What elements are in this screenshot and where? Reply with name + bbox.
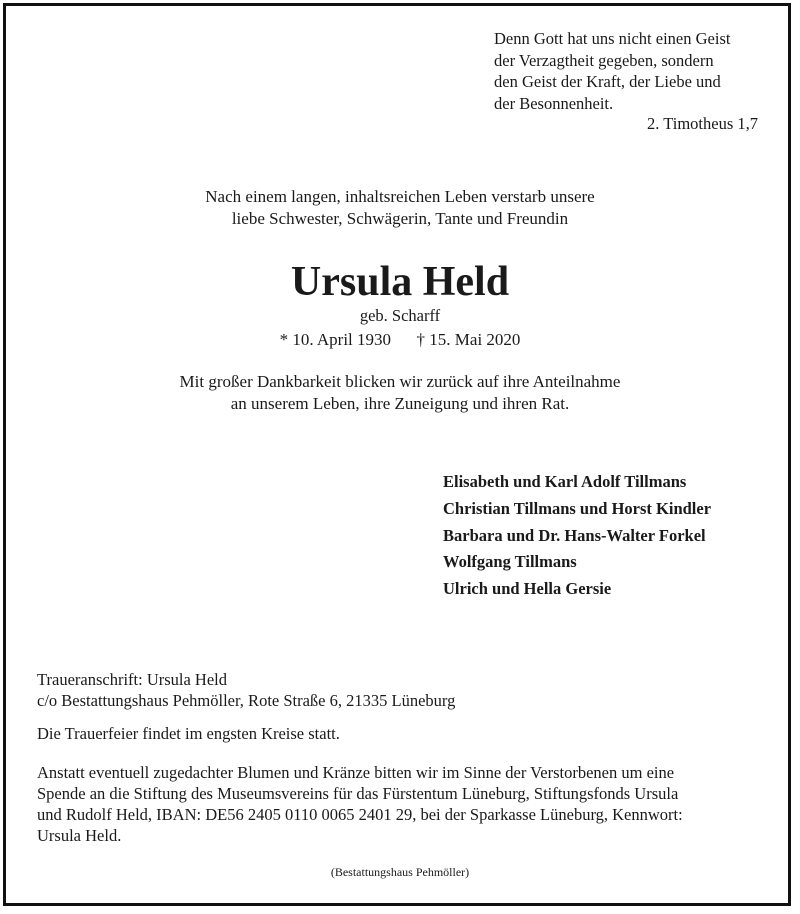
mourner-name: Elisabeth und Karl Adolf Tillmans <box>443 472 687 491</box>
verse-line: der Verzagtheit gegeben, sondern <box>494 50 714 70</box>
verse-line: den Geist der Kraft, der Liebe und <box>494 72 721 91</box>
ceremony-note: Die Trauerfeier findet im engsten Kreise statt. <box>37 724 340 743</box>
bible-verse <box>494 28 774 114</box>
verse-line: Denn Gott hat uns nicht einen Geist <box>494 29 731 48</box>
birth-date: * 10. April 1930 <box>279 330 392 349</box>
mourner-name: Barbara und Dr. Hans-Walter Forkel <box>443 525 706 545</box>
mourner-name: Christian Tillmans und Horst Kindler <box>443 498 712 518</box>
thanks-text <box>0 371 800 415</box>
thanks-line: Mit großer Dankbarkeit blicken wir zurück auf ihre Anteilnahme <box>179 372 621 391</box>
funeral-home-credit: (Bestattungshaus Pehmöller) <box>330 865 470 879</box>
mourning-address <box>37 669 455 711</box>
donation-line: Ursula Held. <box>37 826 122 845</box>
deceased-name: Ursula Held <box>290 259 510 305</box>
intro-text <box>0 186 800 230</box>
donation-line: Spende an die Stiftung des Museumsvereins für das Fürstentum Lüneburg, Stiftungsfonds Ursula <box>37 784 679 803</box>
intro-line: liebe Schwester, Schwägerin, Tante und Freundin <box>231 209 569 228</box>
donation-request <box>37 762 767 846</box>
life-dates <box>0 330 800 350</box>
donation-line: und Rudolf Held, IBAN: DE56 2405 0110 0065 2401 29, bei der Sparkasse Lüneburg, Kennwort: <box>37 805 683 824</box>
mourner-name: Wolfgang Tillmans <box>443 552 577 572</box>
address-line: Traueranschrift: Ursula Held <box>37 670 228 689</box>
death-date: † 15. Mai 2020 <box>416 330 521 349</box>
mourners-list <box>443 469 711 603</box>
mourner-name: Ulrich und Hella Gersie <box>443 579 612 599</box>
thanks-line: an unserem Leben, ihre Zuneigung und ihren Rat. <box>230 394 570 413</box>
address-line: c/o Bestattungshaus Pehmöller, Rote Straße 6, 21335 Lüneburg <box>37 691 456 710</box>
verse-line: der Besonnenheit. <box>494 93 614 113</box>
verse-reference: 2. Timotheus 1,7 <box>647 114 758 133</box>
donation-line: Anstatt eventuell zugedachter Blumen und Kränze bitten wir im Sinne der Verstorbenen um eine <box>37 763 675 782</box>
birth-name: geb. Scharff <box>359 306 441 325</box>
intro-line: Nach einem langen, inhaltsreichen Leben verstarb unsere <box>205 187 595 206</box>
